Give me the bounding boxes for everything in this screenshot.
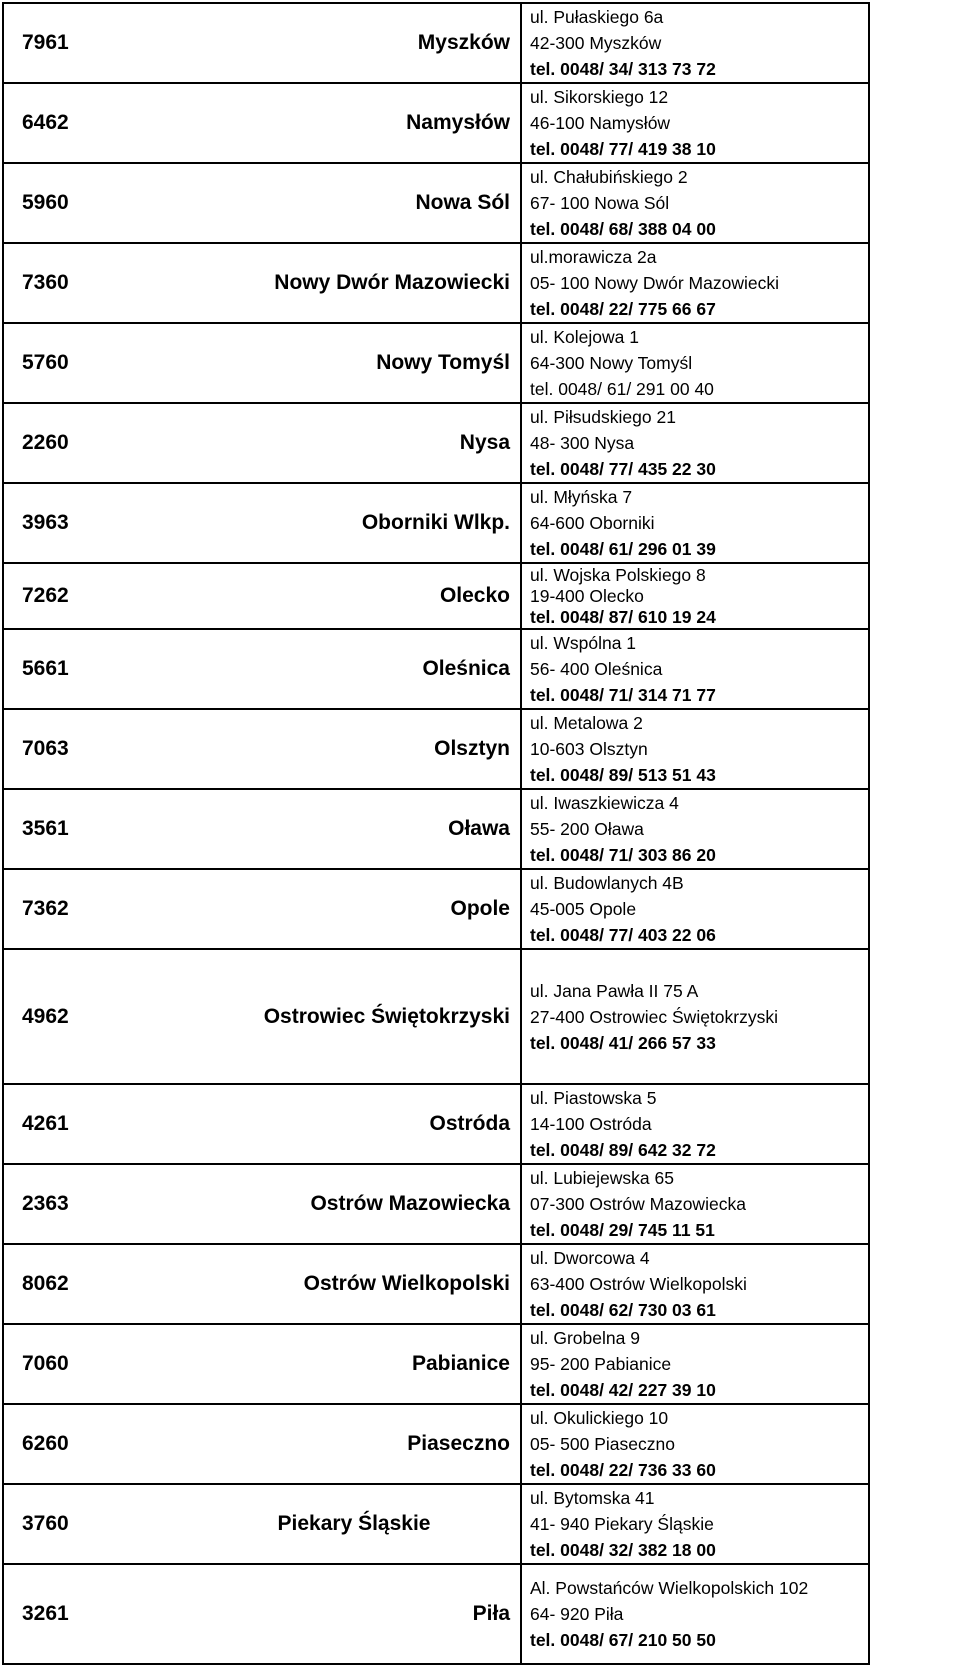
address-cell [521,403,869,483]
street-line: ul. Okulickiego 10 [530,1408,669,1428]
city-name: Ostrów Wielkopolski [98,1244,521,1324]
address-cell [521,1324,869,1404]
branch-code: 2260 [3,403,98,483]
street-line: ul. Wojska Polskiego 8 [530,564,706,585]
street-line: ul. Piastowska 5 [530,1088,657,1108]
address-cell [521,83,869,163]
directory-body [3,3,869,1664]
table-row [3,483,869,563]
postal-line: 07-300 Ostrów Mazowiecka [530,1194,746,1214]
branch-code: 5661 [3,629,98,709]
branch-code: 7360 [3,243,98,323]
street-line: ul. Iwaszkiewicza 4 [530,793,679,813]
postal-line: 27-400 Ostrowiec Świętokrzyski [530,1006,778,1027]
street-line: ul. Budowlanych 4B [530,873,684,893]
table-row [3,949,869,1084]
directory-table [2,2,870,1665]
table-row [3,1324,869,1404]
postal-line: 64-600 Oborniki [530,513,655,533]
postal-line: 41- 940 Piekary Śląskie [530,1514,714,1534]
postal-line: 55- 200 Oława [530,819,644,839]
table-row [3,1404,869,1484]
branch-code: 8062 [3,1244,98,1324]
city-name: Piaseczno [98,1404,521,1484]
postal-line: 05- 500 Piaseczno [530,1434,675,1454]
table-row [3,243,869,323]
phone-line: tel. 0048/ 71/ 303 86 20 [530,845,716,865]
branch-code: 4261 [3,1084,98,1164]
city-name: Oława [98,789,521,869]
table-row [3,403,869,483]
phone-line: tel. 0048/ 22/ 775 66 67 [530,299,716,319]
city-name: Namysłów [98,83,521,163]
street-line: ul. Pułaskiego 6a [530,7,664,27]
branch-code: 2363 [3,1164,98,1244]
table-row [3,869,869,949]
phone-line: tel. 0048/ 62/ 730 03 61 [530,1300,716,1320]
phone-line: tel. 0048/ 22/ 736 33 60 [530,1460,716,1480]
street-line: ul. Wspólna 1 [530,633,637,653]
city-name: Ostrów Mazowiecka [98,1164,521,1244]
city-name: Nowy Dwór Mazowiecki [98,243,521,323]
city-name: Olsztyn [98,709,521,789]
phone-line: tel. 0048/ 77/ 419 38 10 [530,139,716,159]
phone-line: tel. 0048/ 87/ 610 19 24 [530,606,716,627]
phone-line: tel. 0048/ 77/ 435 22 30 [530,459,716,479]
address-cell [521,1084,869,1164]
branch-code: 7262 [3,563,98,629]
table-row [3,1084,869,1164]
postal-line: 95- 200 Pabianice [530,1354,672,1374]
street-line: ul. Sikorskiego 12 [530,87,669,107]
city-name: Pabianice [98,1324,521,1404]
phone-line: tel. 0048/ 32/ 382 18 00 [530,1540,716,1560]
postal-line: 64-300 Nowy Tomyśl [530,353,693,373]
branch-code: 7961 [3,3,98,83]
phone-line: tel. 0048/ 41/ 266 57 33 [530,1032,716,1053]
table-row [3,3,869,83]
table-row [3,709,869,789]
address-cell [521,629,869,709]
address-cell [521,1564,869,1664]
address-cell [521,789,869,869]
address-cell [521,483,869,563]
city-name: Nowa Sól [98,163,521,243]
address-cell [521,243,869,323]
branch-code: 7060 [3,1324,98,1404]
postal-line: 10-603 Olsztyn [530,739,648,759]
city-name: Oborniki Wlkp. [98,483,521,563]
postal-line: 64- 920 Piła [530,1604,624,1624]
postal-line: 48- 300 Nysa [530,433,635,453]
street-line: ul. Kolejowa 1 [530,327,639,347]
street-line: ul. Dworcowa 4 [530,1248,650,1268]
phone-line: tel. 0048/ 29/ 745 11 51 [530,1220,715,1240]
street-line: Al. Powstańców Wielkopolskich 102 [530,1578,809,1598]
postal-line: 05- 100 Nowy Dwór Mazowiecki [530,273,779,293]
branch-code: 5760 [3,323,98,403]
branch-code: 3963 [3,483,98,563]
address-cell [521,869,869,949]
address-cell [521,323,869,403]
table-row [3,629,869,709]
address-cell [521,163,869,243]
street-line: ul. Chałubińskiego 2 [530,167,688,187]
street-line: ul. Metalowa 2 [530,713,643,733]
postal-line: 45-005 Opole [530,899,637,919]
street-line: ul. Jana Pawła II 75 A [530,980,699,1001]
postal-line: 63-400 Ostrów Wielkopolski [530,1274,747,1294]
city-name: Piekary Śląskie [98,1484,521,1564]
table-row [3,563,869,629]
street-line: ul. Młyńska 7 [530,487,633,507]
branch-code: 6260 [3,1404,98,1484]
phone-line: tel. 0048/ 77/ 403 22 06 [530,925,716,945]
phone-line: tel. 0048/ 34/ 313 73 72 [530,59,716,79]
phone-line: tel. 0048/ 89/ 513 51 43 [530,765,716,785]
city-name: Myszków [98,3,521,83]
phone-line: tel. 0048/ 61/ 291 00 40 [530,379,714,399]
street-line: ul. Piłsudskiego 21 [530,407,676,427]
address-cell [521,949,869,1084]
phone-line: tel. 0048/ 68/ 388 04 00 [530,219,716,239]
address-cell [521,1164,869,1244]
postal-line: 42-300 Myszków [530,33,662,53]
postal-line: 67- 100 Nowa Sól [530,193,670,213]
street-line: ul. Grobelna 9 [530,1328,640,1348]
phone-line: tel. 0048/ 42/ 227 39 10 [530,1380,716,1400]
postal-line: 46-100 Namysłów [530,113,671,133]
phone-line: tel. 0048/ 71/ 314 71 77 [530,685,716,705]
city-name: Oleśnica [98,629,521,709]
table-row [3,1564,869,1664]
branch-code: 3760 [3,1484,98,1564]
postal-line: 19-400 Olecko [530,585,644,606]
address-cell [521,709,869,789]
city-name: Nysa [98,403,521,483]
phone-line: tel. 0048/ 89/ 642 32 72 [530,1140,716,1160]
street-line: ul.morawicza 2a [530,247,657,267]
table-row [3,1164,869,1244]
address-cell [521,3,869,83]
city-name: Ostróda [98,1084,521,1164]
postal-line: 56- 400 Oleśnica [530,659,663,679]
city-name: Opole [98,869,521,949]
phone-line: tel. 0048/ 67/ 210 50 50 [530,1630,716,1650]
address-cell [521,563,869,629]
branch-code: 7063 [3,709,98,789]
table-row [3,83,869,163]
table-row [3,163,869,243]
street-line: ul. Lubiejewska 65 [530,1168,674,1188]
branch-code: 3561 [3,789,98,869]
street-line: ul. Bytomska 41 [530,1488,655,1508]
table-row [3,789,869,869]
table-row [3,323,869,403]
table-row [3,1244,869,1324]
table-row [3,1484,869,1564]
address-cell [521,1404,869,1484]
branch-code: 5960 [3,163,98,243]
phone-line: tel. 0048/ 61/ 296 01 39 [530,539,716,559]
city-name: Ostrowiec Świętokrzyski [98,949,521,1084]
city-name: Olecko [98,563,521,629]
branch-code: 6462 [3,83,98,163]
address-cell [521,1244,869,1324]
branch-code: 3261 [3,1564,98,1664]
address-cell [521,1484,869,1564]
city-name: Nowy Tomyśl [98,323,521,403]
city-name: Piła [98,1564,521,1664]
branch-code: 7362 [3,869,98,949]
branch-code: 4962 [3,949,98,1084]
postal-line: 14-100 Ostróda [530,1114,652,1134]
